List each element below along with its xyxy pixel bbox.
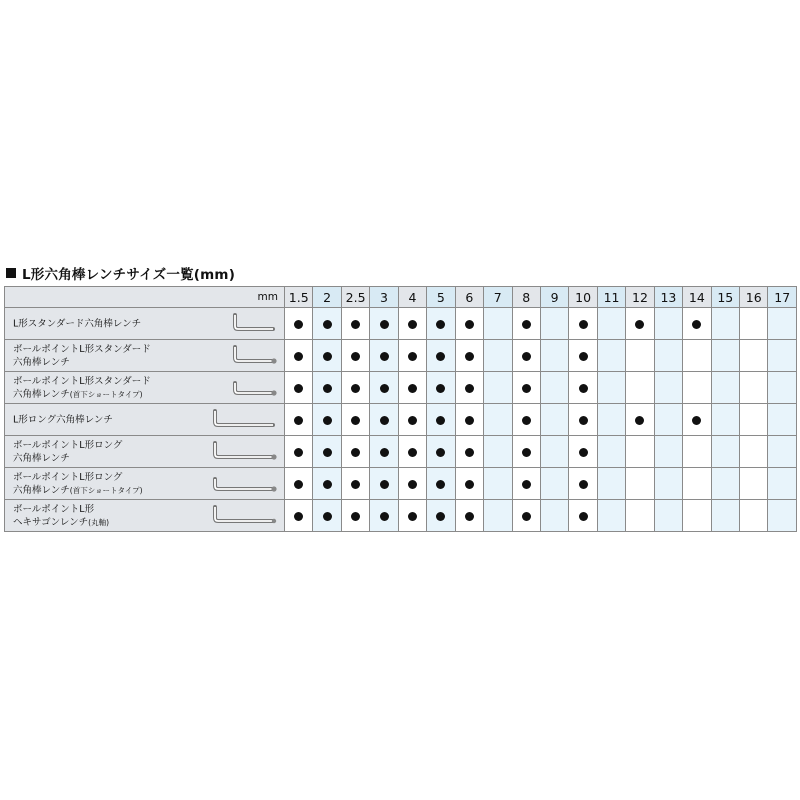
size-cell-5 <box>427 468 455 500</box>
wrench-type-name-line: ボールポイントL形ロング <box>13 439 123 451</box>
available-dot <box>522 512 531 521</box>
title-text: L形六角棒レンチサイズ一覧(mm) <box>22 267 236 283</box>
size-cell-8 <box>512 468 540 500</box>
wrench-type-name <box>13 375 151 401</box>
size-table-body <box>5 287 797 532</box>
size-cell-15 <box>711 404 739 436</box>
size-cell-17 <box>768 372 797 404</box>
available-dot <box>408 512 417 521</box>
available-dot <box>323 384 332 393</box>
size-cell-2 <box>313 308 341 340</box>
available-dot <box>323 480 332 489</box>
size-cell-2 <box>313 404 341 436</box>
size-header-16: 16 <box>740 287 768 308</box>
size-cell-11 <box>597 308 625 340</box>
size-cell-7 <box>484 436 512 468</box>
table-row <box>5 404 797 436</box>
title-square-icon <box>6 268 16 278</box>
size-cell-9 <box>540 436 568 468</box>
available-dot <box>522 384 531 393</box>
wrench-type-name-line: ヘキサゴンレンチ(丸軸) <box>13 516 110 528</box>
available-dot <box>635 320 644 329</box>
table-row <box>5 340 797 372</box>
size-cell-10 <box>569 372 597 404</box>
table-row <box>5 372 797 404</box>
size-cell-2-5 <box>341 404 369 436</box>
size-cell-17 <box>768 500 797 532</box>
size-cell-17 <box>768 308 797 340</box>
wrench-type-cell <box>5 340 285 372</box>
size-cell-14 <box>683 372 711 404</box>
l-hex-wrench-long-icon <box>211 407 277 433</box>
size-cell-15 <box>711 372 739 404</box>
size-cell-16 <box>740 340 768 372</box>
size-cell-17 <box>768 404 797 436</box>
available-dot <box>692 416 701 425</box>
available-dot <box>522 448 531 457</box>
header-row <box>5 287 797 308</box>
available-dot <box>579 480 588 489</box>
size-cell-2-5 <box>341 468 369 500</box>
available-dot <box>522 480 531 489</box>
size-header-11: 11 <box>597 287 625 308</box>
size-cell-7 <box>484 372 512 404</box>
available-dot <box>408 352 417 361</box>
available-dot <box>294 384 303 393</box>
size-cell-7 <box>484 308 512 340</box>
size-cell-8 <box>512 404 540 436</box>
size-cell-5 <box>427 404 455 436</box>
available-dot <box>323 352 332 361</box>
available-dot <box>380 352 389 361</box>
available-dot <box>579 352 588 361</box>
size-cell-11 <box>597 436 625 468</box>
size-header-3: 3 <box>370 287 398 308</box>
size-cell-2-5 <box>341 340 369 372</box>
size-cell-14 <box>683 500 711 532</box>
size-cell-8 <box>512 372 540 404</box>
wrench-type-cell <box>5 404 285 436</box>
size-header-10: 10 <box>569 287 597 308</box>
ball-point-l-hex-wrench-short-icon <box>231 375 277 401</box>
size-cell-13 <box>654 468 682 500</box>
available-dot <box>380 512 389 521</box>
ball-point-l-hexagon-wrench-round-icon <box>211 503 277 529</box>
size-cell-3 <box>370 340 398 372</box>
size-cell-10 <box>569 500 597 532</box>
available-dot <box>351 512 360 521</box>
available-dot <box>436 480 445 489</box>
size-header-7: 7 <box>484 287 512 308</box>
wrench-type-cell <box>5 372 285 404</box>
size-header-2-5: 2.5 <box>341 287 369 308</box>
page-title <box>6 263 235 283</box>
table-row <box>5 436 797 468</box>
available-dot <box>323 512 332 521</box>
size-header-4: 4 <box>398 287 426 308</box>
available-dot <box>465 320 474 329</box>
available-dot <box>294 320 303 329</box>
size-header-5: 5 <box>427 287 455 308</box>
available-dot <box>436 416 445 425</box>
available-dot <box>323 448 332 457</box>
size-cell-1-5 <box>285 436 313 468</box>
size-cell-6 <box>455 468 483 500</box>
available-dot <box>436 320 445 329</box>
available-dot <box>522 352 531 361</box>
size-cell-13 <box>654 308 682 340</box>
size-cell-14 <box>683 468 711 500</box>
size-cell-2-5 <box>341 372 369 404</box>
available-dot <box>294 352 303 361</box>
size-cell-9 <box>540 372 568 404</box>
available-dot <box>351 384 360 393</box>
size-cell-10 <box>569 468 597 500</box>
available-dot <box>465 512 474 521</box>
wrench-type-name-line: ボールポイントL形 <box>13 503 95 515</box>
size-cell-8 <box>512 308 540 340</box>
wrench-type-name-line: L形ロング六角棒レンチ <box>13 414 113 425</box>
size-cell-1-5 <box>285 404 313 436</box>
size-cell-13 <box>654 372 682 404</box>
size-cell-3 <box>370 500 398 532</box>
size-cell-3 <box>370 468 398 500</box>
size-header-13: 13 <box>654 287 682 308</box>
wrench-type-cell <box>5 500 285 532</box>
size-cell-14 <box>683 340 711 372</box>
size-cell-9 <box>540 340 568 372</box>
size-cell-4 <box>398 404 426 436</box>
size-cell-5 <box>427 500 455 532</box>
available-dot <box>408 320 417 329</box>
available-dot <box>465 416 474 425</box>
available-dot <box>408 384 417 393</box>
available-dot <box>465 480 474 489</box>
available-dot <box>408 480 417 489</box>
size-cell-13 <box>654 404 682 436</box>
size-cell-12 <box>626 468 654 500</box>
size-header-6: 6 <box>455 287 483 308</box>
size-cell-6 <box>455 372 483 404</box>
size-header-2: 2 <box>313 287 341 308</box>
available-dot <box>692 320 701 329</box>
size-cell-2-5 <box>341 500 369 532</box>
available-dot <box>436 512 445 521</box>
size-cell-5 <box>427 340 455 372</box>
size-cell-2 <box>313 436 341 468</box>
size-cell-7 <box>484 340 512 372</box>
size-cell-5 <box>427 436 455 468</box>
wrench-type-cell <box>5 468 285 500</box>
size-cell-6 <box>455 500 483 532</box>
wrench-type-name <box>13 317 141 330</box>
available-dot <box>408 416 417 425</box>
available-dot <box>436 448 445 457</box>
size-cell-8 <box>512 340 540 372</box>
size-cell-3 <box>370 436 398 468</box>
wrench-type-sub: (首下ショートタイプ) <box>69 389 143 399</box>
wrench-type-cell <box>5 436 285 468</box>
size-cell-4 <box>398 436 426 468</box>
ball-point-l-hex-wrench-standard-icon <box>231 343 277 369</box>
size-cell-6 <box>455 308 483 340</box>
available-dot <box>579 416 588 425</box>
size-cell-6 <box>455 404 483 436</box>
size-cell-12 <box>626 500 654 532</box>
size-header-15: 15 <box>711 287 739 308</box>
size-cell-7 <box>484 404 512 436</box>
table-row <box>5 308 797 340</box>
size-cell-2 <box>313 340 341 372</box>
size-cell-14 <box>683 436 711 468</box>
available-dot <box>465 352 474 361</box>
wrench-type-name-line: ボールポイントL形スタンダード <box>13 343 151 355</box>
size-cell-15 <box>711 436 739 468</box>
size-cell-17 <box>768 436 797 468</box>
ball-point-l-hex-wrench-long-short-icon <box>211 471 277 497</box>
size-cell-2-5 <box>341 308 369 340</box>
size-cell-11 <box>597 340 625 372</box>
size-cell-3 <box>370 404 398 436</box>
size-cell-11 <box>597 404 625 436</box>
size-cell-16 <box>740 436 768 468</box>
size-cell-6 <box>455 436 483 468</box>
size-table <box>4 286 797 532</box>
size-cell-10 <box>569 308 597 340</box>
available-dot <box>465 448 474 457</box>
wrench-type-name-line: ボールポイントL形ロング <box>13 471 123 483</box>
size-header-1-5: 1.5 <box>285 287 313 308</box>
size-cell-10 <box>569 436 597 468</box>
size-cell-2 <box>313 372 341 404</box>
size-header-17: 17 <box>768 287 797 308</box>
size-cell-9 <box>540 468 568 500</box>
size-cell-3 <box>370 372 398 404</box>
available-dot <box>351 416 360 425</box>
size-cell-4 <box>398 308 426 340</box>
wrench-type-name-line: 六角棒レンチ <box>13 452 70 464</box>
available-dot <box>351 480 360 489</box>
available-dot <box>323 320 332 329</box>
available-dot <box>522 416 531 425</box>
size-cell-6 <box>455 340 483 372</box>
available-dot <box>579 448 588 457</box>
size-cell-13 <box>654 500 682 532</box>
size-cell-12 <box>626 404 654 436</box>
available-dot <box>579 512 588 521</box>
wrench-type-name <box>13 439 122 465</box>
size-cell-4 <box>398 468 426 500</box>
size-cell-17 <box>768 340 797 372</box>
size-cell-12 <box>626 308 654 340</box>
size-cell-16 <box>740 308 768 340</box>
size-cell-1-5 <box>285 340 313 372</box>
wrench-type-name <box>13 471 143 497</box>
size-cell-15 <box>711 340 739 372</box>
size-cell-1-5 <box>285 500 313 532</box>
available-dot <box>351 320 360 329</box>
available-dot <box>579 384 588 393</box>
available-dot <box>294 416 303 425</box>
size-cell-15 <box>711 468 739 500</box>
size-cell-9 <box>540 308 568 340</box>
size-cell-11 <box>597 468 625 500</box>
size-cell-9 <box>540 500 568 532</box>
size-cell-17 <box>768 468 797 500</box>
size-cell-8 <box>512 436 540 468</box>
available-dot <box>436 384 445 393</box>
available-dot <box>294 448 303 457</box>
size-cell-16 <box>740 404 768 436</box>
l-hex-wrench-standard-icon <box>231 311 277 337</box>
table-row <box>5 500 797 532</box>
available-dot <box>465 384 474 393</box>
size-cell-5 <box>427 372 455 404</box>
size-cell-4 <box>398 340 426 372</box>
available-dot <box>351 448 360 457</box>
size-cell-15 <box>711 500 739 532</box>
available-dot <box>579 320 588 329</box>
available-dot <box>294 480 303 489</box>
size-cell-13 <box>654 340 682 372</box>
available-dot <box>635 416 644 425</box>
available-dot <box>323 416 332 425</box>
available-dot <box>294 512 303 521</box>
ball-point-l-hex-wrench-long-icon <box>211 439 277 465</box>
available-dot <box>436 352 445 361</box>
size-header-14: 14 <box>683 287 711 308</box>
size-cell-1-5 <box>285 468 313 500</box>
wrench-type-name-line: 六角棒レンチ(首下ショートタイプ) <box>13 484 143 496</box>
size-cell-14 <box>683 308 711 340</box>
size-cell-7 <box>484 500 512 532</box>
size-cell-12 <box>626 340 654 372</box>
wrench-type-name <box>13 343 151 369</box>
size-cell-11 <box>597 372 625 404</box>
size-cell-10 <box>569 404 597 436</box>
size-cell-12 <box>626 436 654 468</box>
size-cell-8 <box>512 500 540 532</box>
wrench-type-name-line: 六角棒レンチ(首下ショートタイプ) <box>13 388 143 400</box>
size-cell-16 <box>740 468 768 500</box>
size-cell-5 <box>427 308 455 340</box>
size-cell-2 <box>313 468 341 500</box>
available-dot <box>380 480 389 489</box>
size-cell-14 <box>683 404 711 436</box>
wrench-type-name-line: 六角棒レンチ <box>13 356 70 368</box>
size-cell-16 <box>740 500 768 532</box>
size-cell-3 <box>370 308 398 340</box>
size-header-9: 9 <box>540 287 568 308</box>
size-cell-16 <box>740 372 768 404</box>
available-dot <box>380 416 389 425</box>
wrench-type-name-line: L形スタンダード六角棒レンチ <box>13 318 142 329</box>
available-dot <box>408 448 417 457</box>
table-row <box>5 468 797 500</box>
wrench-type-name-line: ボールポイントL形スタンダード <box>13 375 151 387</box>
available-dot <box>351 352 360 361</box>
available-dot <box>380 320 389 329</box>
size-cell-13 <box>654 436 682 468</box>
size-cell-11 <box>597 500 625 532</box>
size-cell-4 <box>398 500 426 532</box>
size-cell-10 <box>569 340 597 372</box>
unit-label: mm <box>5 287 285 308</box>
wrench-type-sub: (首下ショートタイプ) <box>69 485 143 495</box>
available-dot <box>380 384 389 393</box>
available-dot <box>380 448 389 457</box>
wrench-type-sub: (丸軸) <box>88 517 110 527</box>
wrench-type-cell <box>5 308 285 340</box>
size-cell-12 <box>626 372 654 404</box>
size-cell-4 <box>398 372 426 404</box>
wrench-type-name <box>13 503 109 529</box>
size-header-8: 8 <box>512 287 540 308</box>
size-cell-2 <box>313 500 341 532</box>
size-cell-1-5 <box>285 308 313 340</box>
size-cell-1-5 <box>285 372 313 404</box>
available-dot <box>522 320 531 329</box>
size-cell-9 <box>540 404 568 436</box>
size-cell-7 <box>484 468 512 500</box>
size-cell-2-5 <box>341 436 369 468</box>
size-header-12: 12 <box>626 287 654 308</box>
wrench-type-name <box>13 413 113 426</box>
size-cell-15 <box>711 308 739 340</box>
